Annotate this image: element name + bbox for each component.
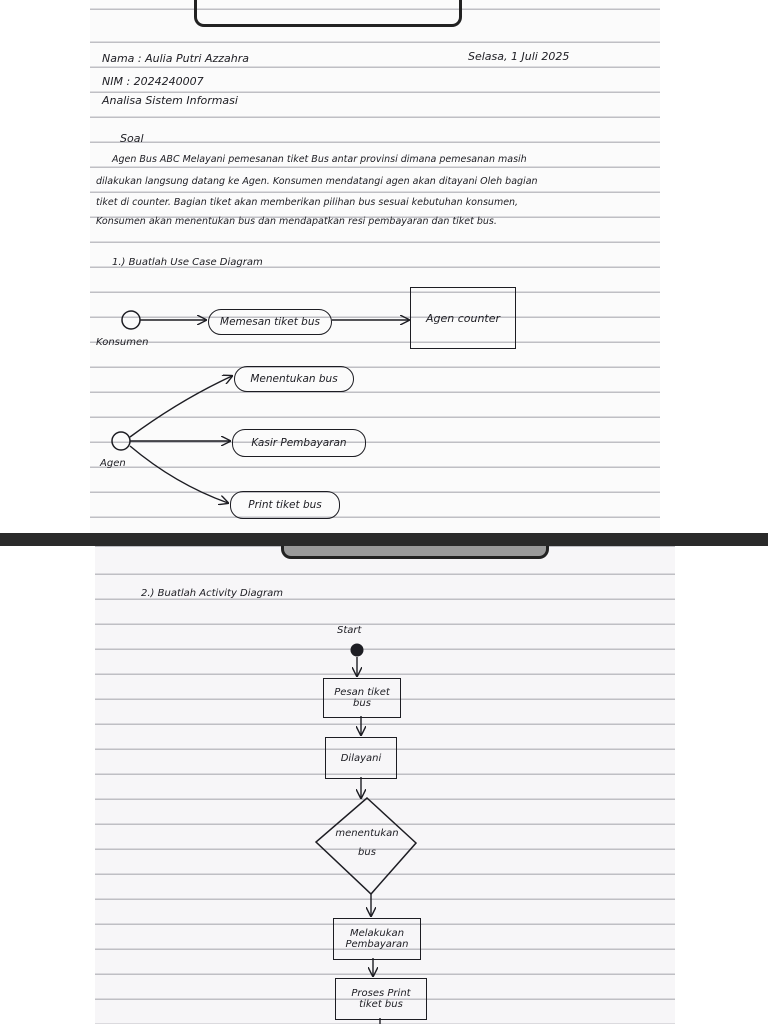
step-proses-print: Proses Print tiket bus xyxy=(335,978,427,1020)
question-label: Soal xyxy=(120,132,144,145)
agen-label: Agen xyxy=(100,458,126,469)
usecase-memesan-tiket: Memesan tiket bus xyxy=(208,309,332,335)
start-label: Start xyxy=(337,625,362,636)
question-line-1: Agen Bus ABC Melayani pemesanan tiket Bus antar provinsi dimana pemesanan masih xyxy=(112,154,527,165)
notebook-page-1 xyxy=(90,0,660,533)
usecase-menentukan-bus: Menentukan bus xyxy=(234,366,354,392)
usecase-print-tiket: Print tiket bus xyxy=(230,491,340,519)
decision-label: menentukan bus xyxy=(335,828,399,858)
notebook-page-2 xyxy=(95,546,675,1024)
step-melakukan-pembayaran: Melakukan Pembayaran xyxy=(333,918,421,960)
assignment-date: Selasa, 1 Juli 2025 xyxy=(468,50,570,63)
step-dilayani: Dilayani xyxy=(325,737,397,779)
question-line-2: dilakukan langsung datang ke Agen. Konsumen mendatangi agen akan ditayani Oleh bagian xyxy=(96,176,538,187)
activity-heading: 2.) Buatlah Activity Diagram xyxy=(141,588,283,599)
konsumen-label: Konsumen xyxy=(96,337,149,348)
course-title: Analisa Sistem Informasi xyxy=(102,94,238,107)
student-nim: NIM : 2024240007 xyxy=(102,75,204,88)
question-line-3: tiket di counter. Bagian tiket akan memberikan pilihan bus sesuai kebutuhan konsumen, xyxy=(96,197,519,208)
agen-to-print-line xyxy=(130,446,228,503)
agen-counter-box: Agen counter xyxy=(410,287,516,349)
agen-to-tentukan-line xyxy=(130,376,232,437)
step-pesan-tiket: Pesan tiket bus xyxy=(323,678,401,718)
use-case-heading: 1.) Buatlah Use Case Diagram xyxy=(112,257,263,268)
page-gap xyxy=(0,533,768,546)
student-name: Nama : Aulia Putri Azzahra xyxy=(102,52,250,65)
use-case-connectors xyxy=(90,0,660,533)
usecase-kasir-pembayaran: Kasir Pembayaran xyxy=(232,429,366,457)
question-line-4: Konsumen akan menentukan bus dan mendapatkan resi pembayaran dan tiket bus. xyxy=(96,216,497,227)
start-node-icon xyxy=(351,644,364,657)
agen-actor-icon xyxy=(112,432,130,450)
konsumen-actor-icon xyxy=(122,311,140,329)
